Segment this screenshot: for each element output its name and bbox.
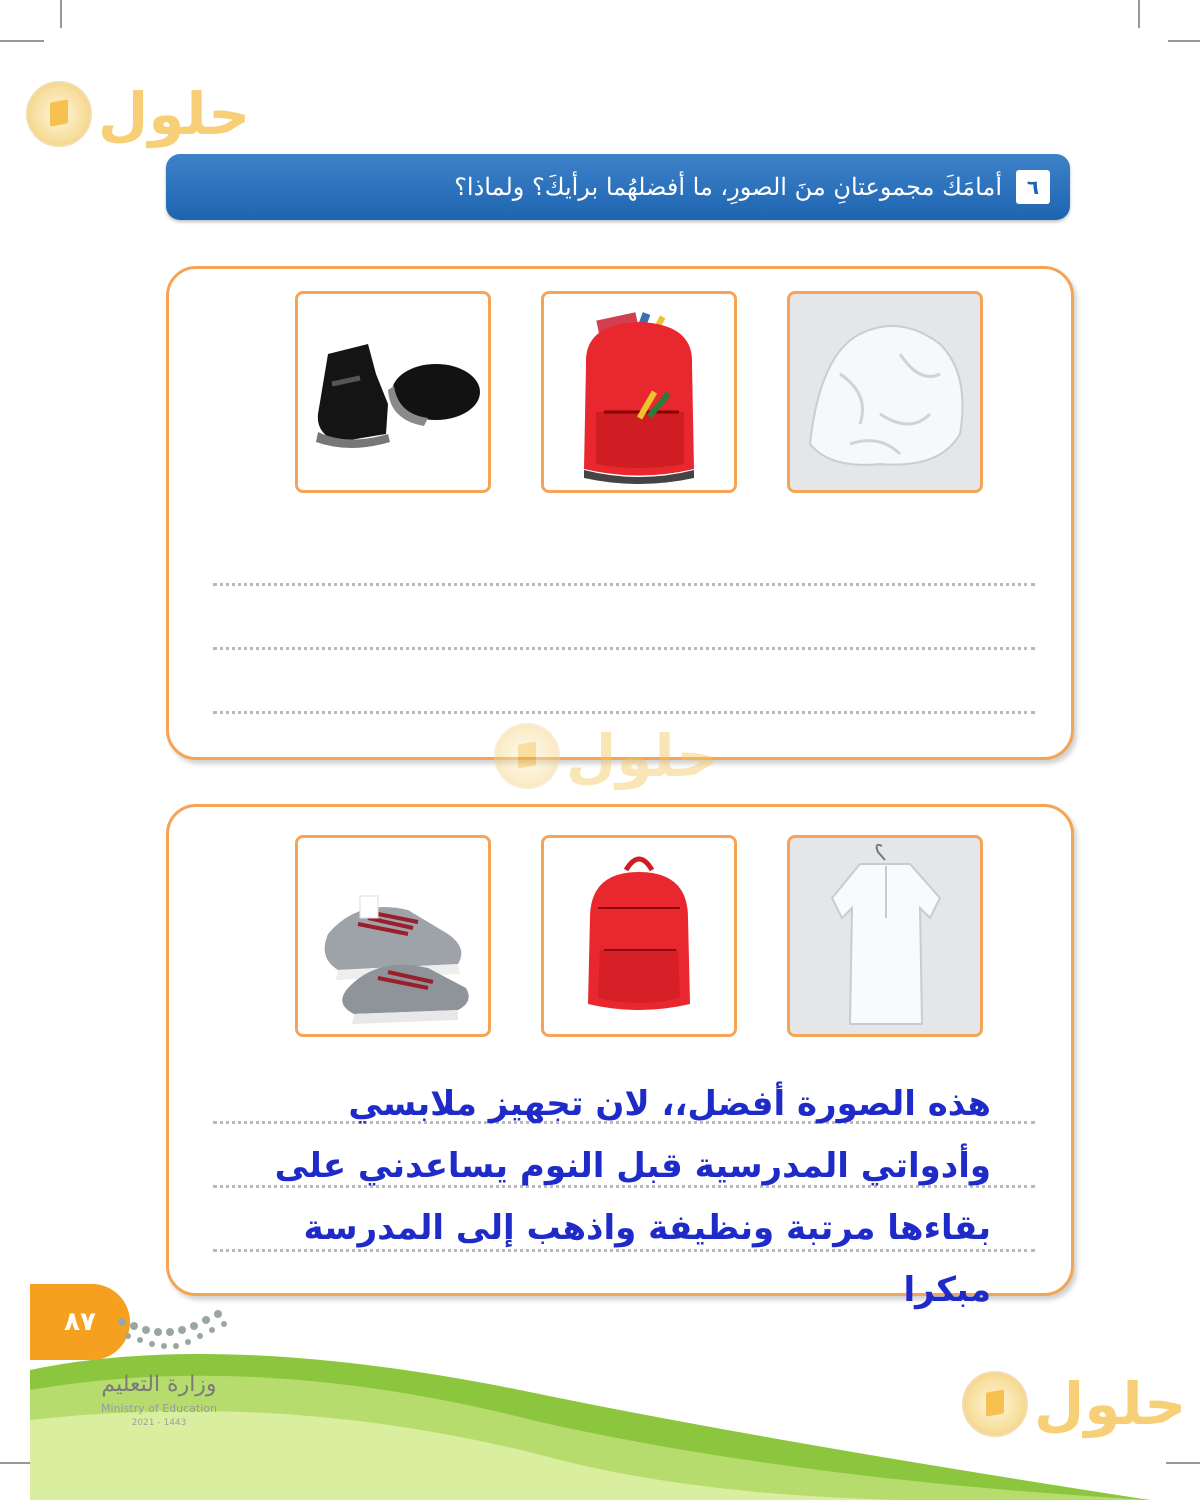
ministry-name: وزارة التعليم xyxy=(101,1372,217,1397)
image-group-panel-1 xyxy=(166,266,1074,760)
watermark-logo xyxy=(962,1370,1186,1438)
crop-mark xyxy=(0,40,44,42)
page-number: ٨٧ xyxy=(64,1307,96,1337)
ministry-logo-icon xyxy=(112,1302,232,1362)
wrinkled-thobe-icon xyxy=(787,291,983,493)
ministry-year: 2021 - 1443 xyxy=(131,1418,187,1428)
watermark-logo xyxy=(26,80,250,148)
answer-line xyxy=(213,583,1035,586)
hanging-thobe-icon xyxy=(787,835,983,1037)
watermark-icon xyxy=(26,81,92,147)
answer-line xyxy=(213,711,1035,714)
image-group-panel-2 xyxy=(166,804,1074,1310)
watermark-text: حلول xyxy=(1034,1370,1187,1438)
crop-mark xyxy=(1138,0,1140,28)
watermark-text: حلول xyxy=(566,722,719,790)
handwritten-answer: هذه الصورة أفضل،، لان تجهيز ملابسي وأدواتي المدرسية قبل النوم يساعدني على بقاءها مرتبة ونظيفة واذهب إلى المدرسة مبكرا xyxy=(274,1084,991,1310)
messy-backpack-icon xyxy=(541,291,737,493)
question-text: أمامَكَ مجموعتانِ منَ الصورِ، ما أفضلهُما برأيكَ؟ ولماذا؟ xyxy=(454,173,1002,201)
watermark-icon xyxy=(962,1371,1028,1437)
clean-sneakers-icon xyxy=(295,835,491,1037)
ministry-name-en: Ministry of Education xyxy=(100,1402,217,1415)
crop-mark xyxy=(60,0,62,28)
watermark-icon xyxy=(494,723,560,789)
answer-line xyxy=(213,647,1035,650)
watermark-logo xyxy=(494,722,718,790)
neat-backpack-icon xyxy=(541,835,737,1037)
question-number: ٦ xyxy=(1016,170,1050,204)
dirty-shoes-icon xyxy=(295,291,491,493)
crop-mark xyxy=(1168,40,1200,42)
watermark-text: حلول xyxy=(98,80,251,148)
question-bar xyxy=(166,154,1070,220)
